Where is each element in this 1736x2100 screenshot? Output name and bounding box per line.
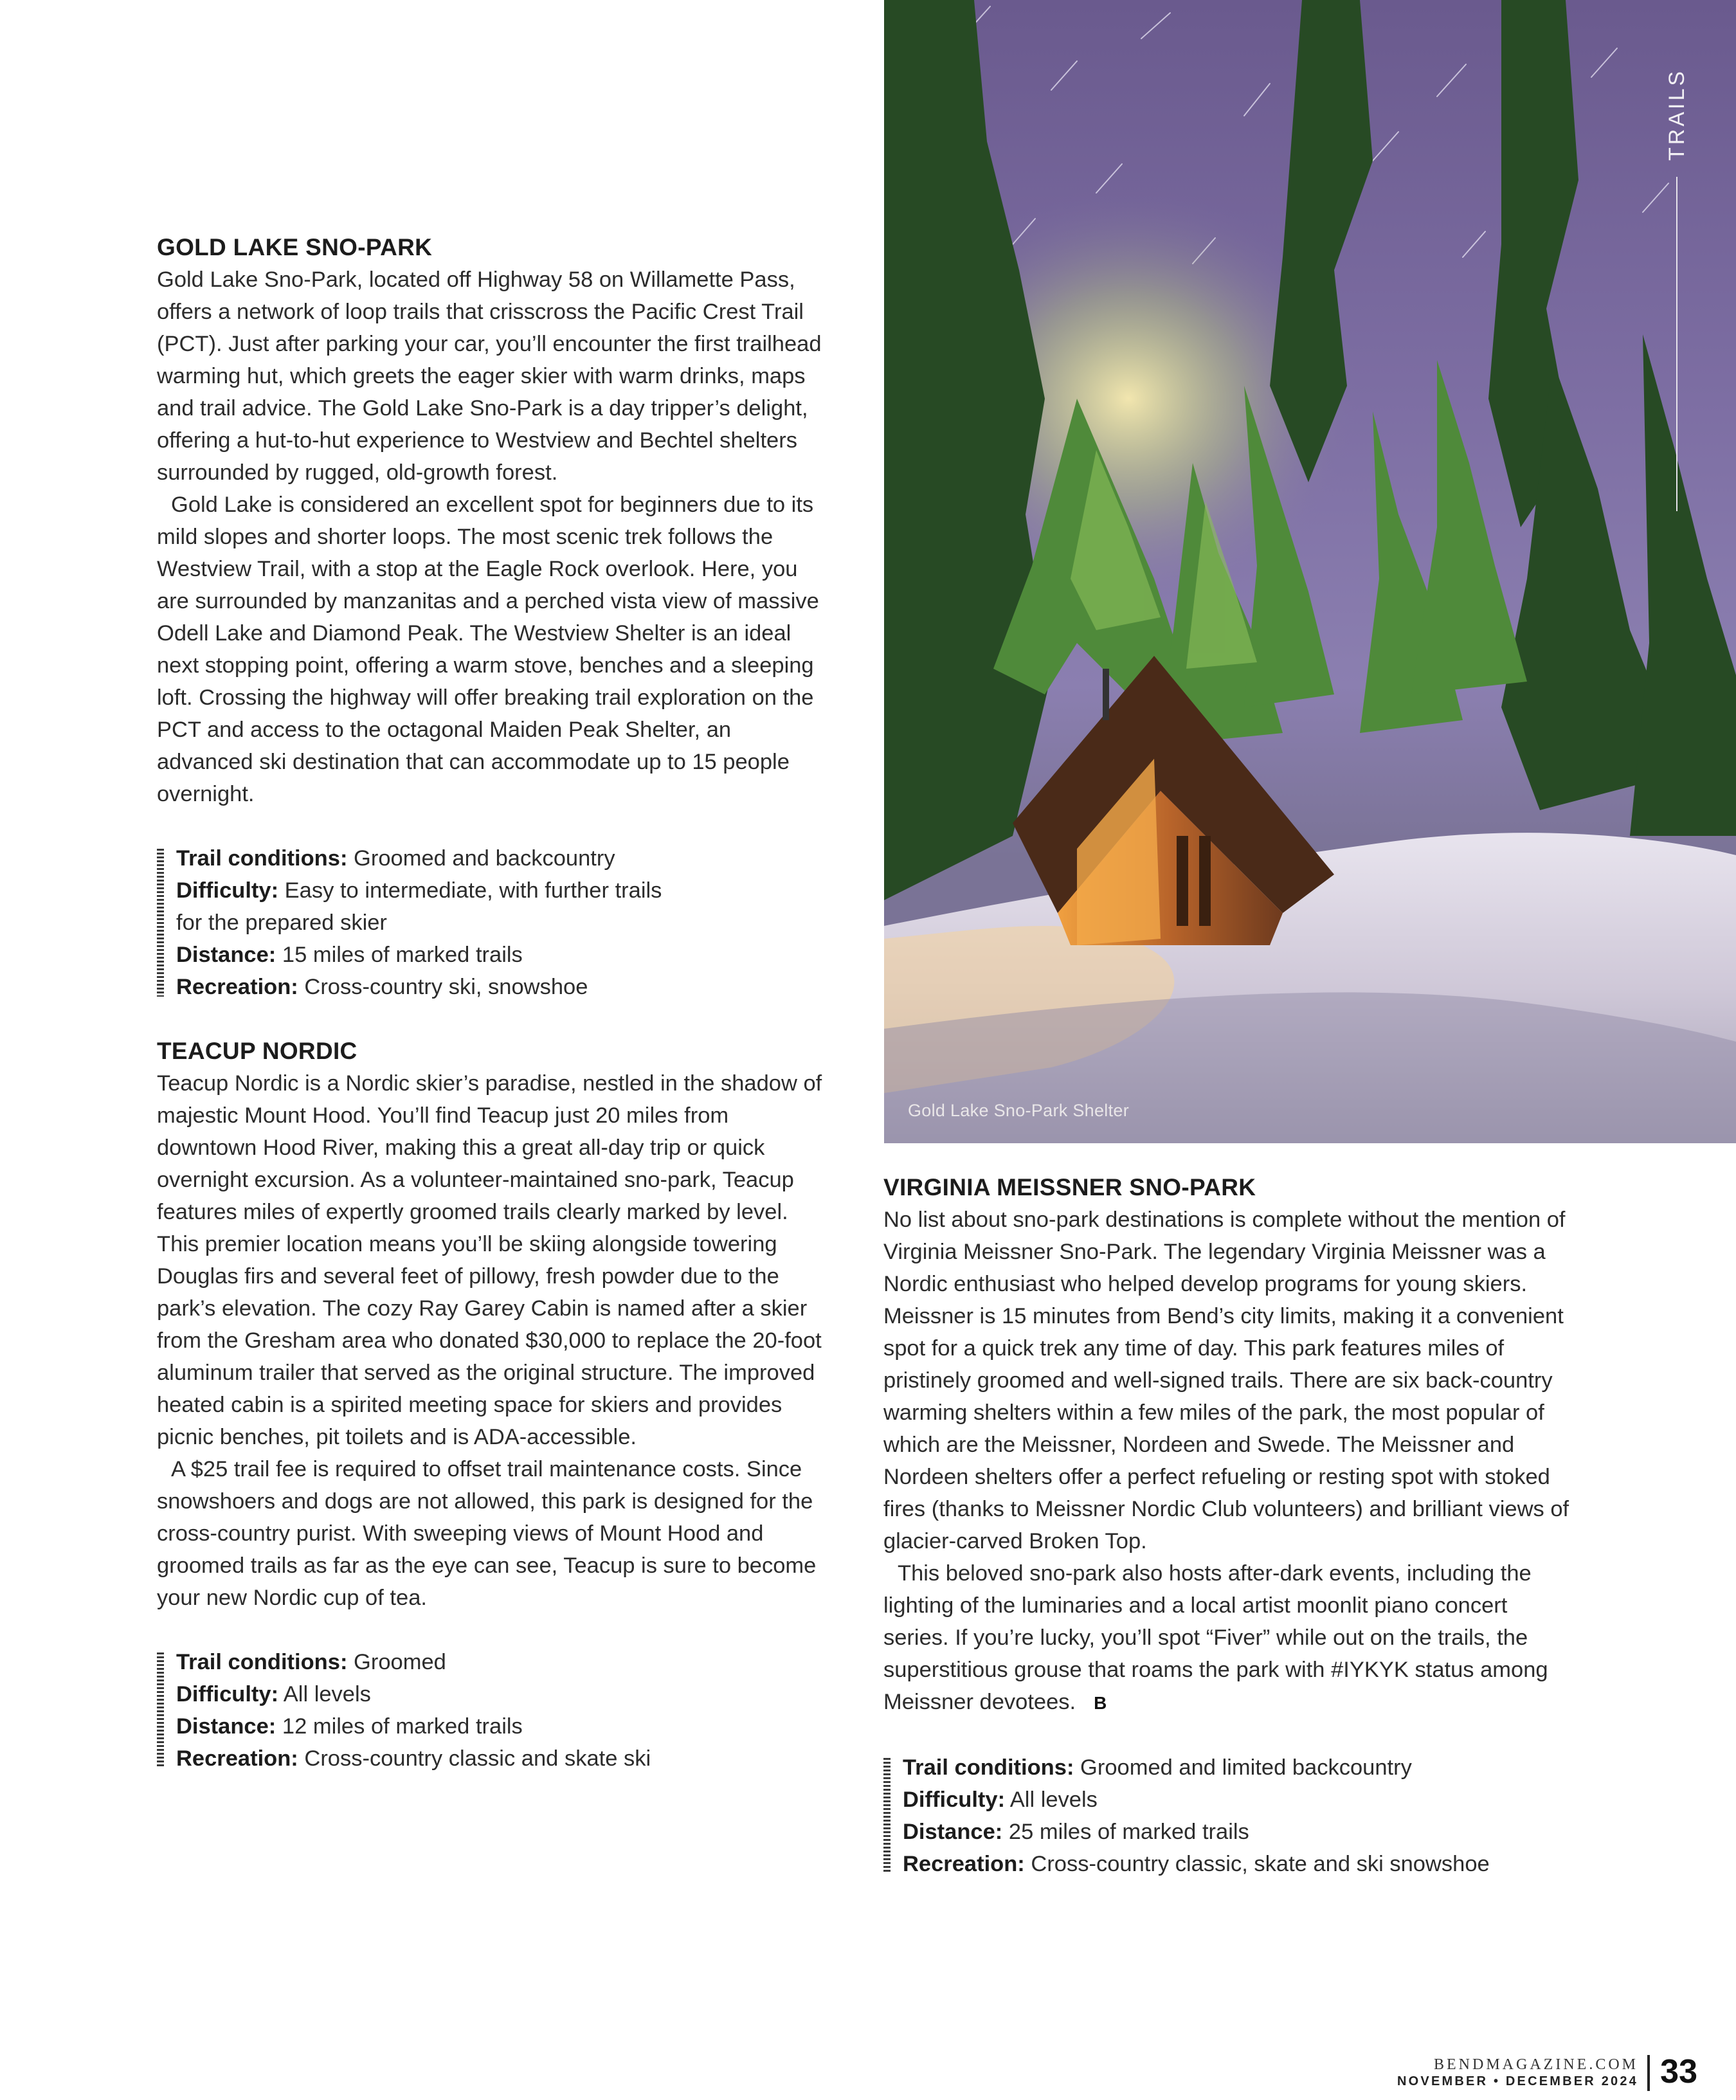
virginia-section [883, 1172, 1578, 1880]
footer-divider [1647, 2055, 1650, 2091]
fact-recreation: Recreation: Cross-country classic and skate ski [176, 1746, 651, 1771]
fact-trail-conditions: Trail conditions: Groomed and limited backcountry [903, 1755, 1412, 1780]
fact-difficulty: Difficulty: Easy to intermediate, with further trails [176, 878, 662, 903]
fact-difficulty-continued: for the prepared skier [176, 910, 387, 935]
right-column [883, 1172, 1578, 1880]
fact-trail-conditions: Trail conditions: Groomed [176, 1650, 446, 1674]
fact-distance: Distance: 15 miles of marked trails [176, 943, 523, 967]
teacup-heading: TEACUP NORDIC [157, 1038, 357, 1064]
night-forest-illustration [884, 0, 1736, 1143]
teacup-paragraph: Teacup Nordic is a Nordic skier’s paradise, nestled in the shadow of majestic Mount Hood. You’ll find Teacup just 20 miles from downtown Hood River, making this a great all-day trip or quick overnight excursion. As a volunteer-maintained sno-park, Teacup features miles of expertly groomed trails clearly marked by level. This premier location means you’ll be skiing alongside towering Douglas firs and several feet of pillowy, fresh powder due to the park’s elevation. The cozy Ray Garey Cabin is named after a skier from the Gresham area who donated $30,000 to replace the 20-foot aluminum trailer that served as the original structure. The improved heated cabin is a spirited meeting space for skiers and provides picnic benches, pit toilets and is ADA-accessible. [157, 1071, 822, 1449]
gold-lake-paragraph: Gold Lake Sno-Park, located off Highway 58 on Willamette Pass, offers a network of loop trails that crisscross the Pacific Crest Trail (PCT). Just after parking your car, you’ll encounter the first trailhead warming hut, which greets the eager skier with warm drinks, maps and trail advice. The Gold Lake Sno-Park is a day tripper’s delight, offering a hut-to-hut experience to Westview and Bechtel shelters surrounded by rugged, old-growth forest. [157, 267, 822, 485]
issue-date: NOVEMBER • DECEMBER 2024 [1397, 2074, 1638, 2088]
page-number: 33 [1660, 2053, 1697, 2090]
teacup-section [157, 1035, 826, 1775]
section-rule [1676, 177, 1677, 511]
gold-lake-section [157, 231, 826, 1003]
fact-difficulty: Difficulty: All levels [176, 1682, 371, 1706]
fact-recreation: Recreation: Cross-country ski, snowshoe [176, 975, 588, 999]
fact-recreation: Recreation: Cross-country classic, skate and ski snowshoe [903, 1852, 1490, 1876]
gold-lake-facts [157, 842, 826, 1003]
site-url: BENDMAGAZINE.COM [1434, 2056, 1638, 2073]
section-tab [1664, 64, 1690, 476]
shelter-photo [884, 0, 1736, 1143]
virginia-body [883, 1204, 1578, 1719]
virginia-paragraph: No list about sno-park destinations is complete without the mention of Virginia Meissner Sno-Park. The legendary Virginia Meissner was a Nordic enthusiast who helped develop programs for young skiers. Meissner is 15 minutes from Bend’s city limits, making it a convenient spot for a quick trek any time of day. This park features miles of pristinely groomed and well-signed trails. There are six back-country warming shelters within a few miles of the park, the most popular of which are the Meissner, Nordeen and Swede. The Meissner and Nordeen shelters offer a perfect refueling or resting spot with stoked fires (thanks to Meissner Nordic Club volunteers) and brilliant views of glacier-carved Broken Top. [883, 1208, 1569, 1553]
fact-trail-conditions: Trail conditions: Groomed and backcountry [176, 846, 615, 871]
gold-lake-paragraph: Gold Lake is considered an excellent spot for beginners due to its mild slopes and shorter loops. The most scenic trek follows the Westview Trail, with a stop at the Eagle Rock overlook. Here, you are surrounded by manzanitas and a perched vista view of massive Odell Lake and Diamond Peak. The Westview Shelter is an ideal next stopping point, offering a warm stove, benches and a sleeping loft. Crossing the highway will offer breaking trail exploration on the PCT and access to the octagonal Maiden Peak Shelter, an advanced ski destination that can accommodate up to 15 people overnight. [157, 493, 819, 806]
gold-lake-body [157, 264, 826, 810]
teacup-paragraph: A $25 trail fee is required to offset trail maintenance costs. Since snowshoers and dogs are not allowed, this park is designed for the cross-country purist. With sweeping views of Mount Hood and groomed trails as far as the eye can see, Teacup is sure to become your new Nordic cup of tea. [157, 1457, 817, 1610]
fact-distance: Distance: 12 miles of marked trails [176, 1714, 523, 1739]
virginia-facts [883, 1752, 1578, 1880]
left-column [157, 231, 826, 1775]
virginia-paragraph: This beloved sno-park also hosts after-dark events, including the lighting of the luminaries and a local artist moonlit piano concert series. If you’re lucky, you’ll spot “Fiver” while out on the trails, the superstitious grouse that roams the park with #IYKYK status among Meissner devotees. B [883, 1557, 1578, 1719]
gold-lake-heading: GOLD LAKE SNO-PARK [157, 234, 433, 260]
teacup-facts [157, 1646, 826, 1775]
fact-distance: Distance: 25 miles of marked trails [903, 1820, 1249, 1844]
end-mark-icon: B [1094, 1693, 1106, 1713]
section-label: TRAILS [1665, 68, 1689, 161]
photo-caption: Gold Lake Sno-Park Shelter [908, 1101, 1129, 1120]
teacup-body [157, 1067, 826, 1614]
virginia-heading: VIRGINIA MEISSNER SNO-PARK [883, 1174, 1256, 1200]
fact-difficulty: Difficulty: All levels [903, 1788, 1098, 1812]
